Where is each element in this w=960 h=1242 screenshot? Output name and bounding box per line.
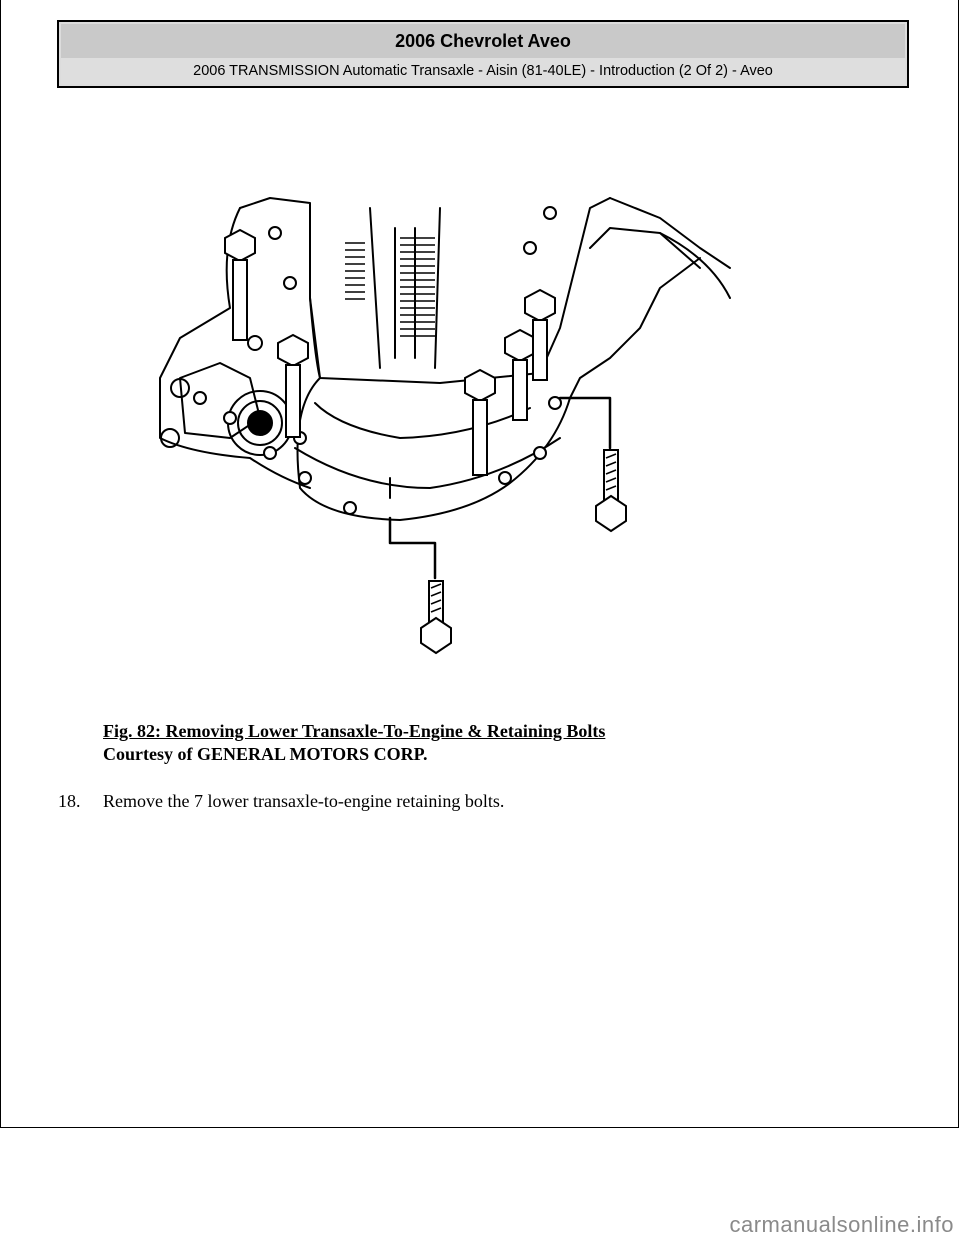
step-text: Remove the 7 lower transaxle-to-engine retaining bolts. <box>103 791 505 811</box>
document-title: 2006 Chevrolet Aveo <box>61 24 905 60</box>
figure-caption-credit: Courtesy of GENERAL MOTORS CORP. <box>103 744 428 764</box>
figure-caption-title: Fig. 82: Removing Lower Transaxle-To-Engine & Retaining Bolts <box>103 721 606 741</box>
step-number: 18. <box>58 791 81 811</box>
watermark-text: carmanualsonline.info <box>729 1212 954 1237</box>
procedure-step <box>58 790 504 813</box>
footer-area <box>0 1128 960 1242</box>
figure-caption <box>103 720 605 766</box>
document-header <box>57 20 909 88</box>
transaxle-bolt-diagram <box>140 188 740 658</box>
document-subtitle: 2006 TRANSMISSION Automatic Transaxle - Aisin (81-40LE) - Introduction (2 Of 2) - Aveo <box>61 58 905 84</box>
